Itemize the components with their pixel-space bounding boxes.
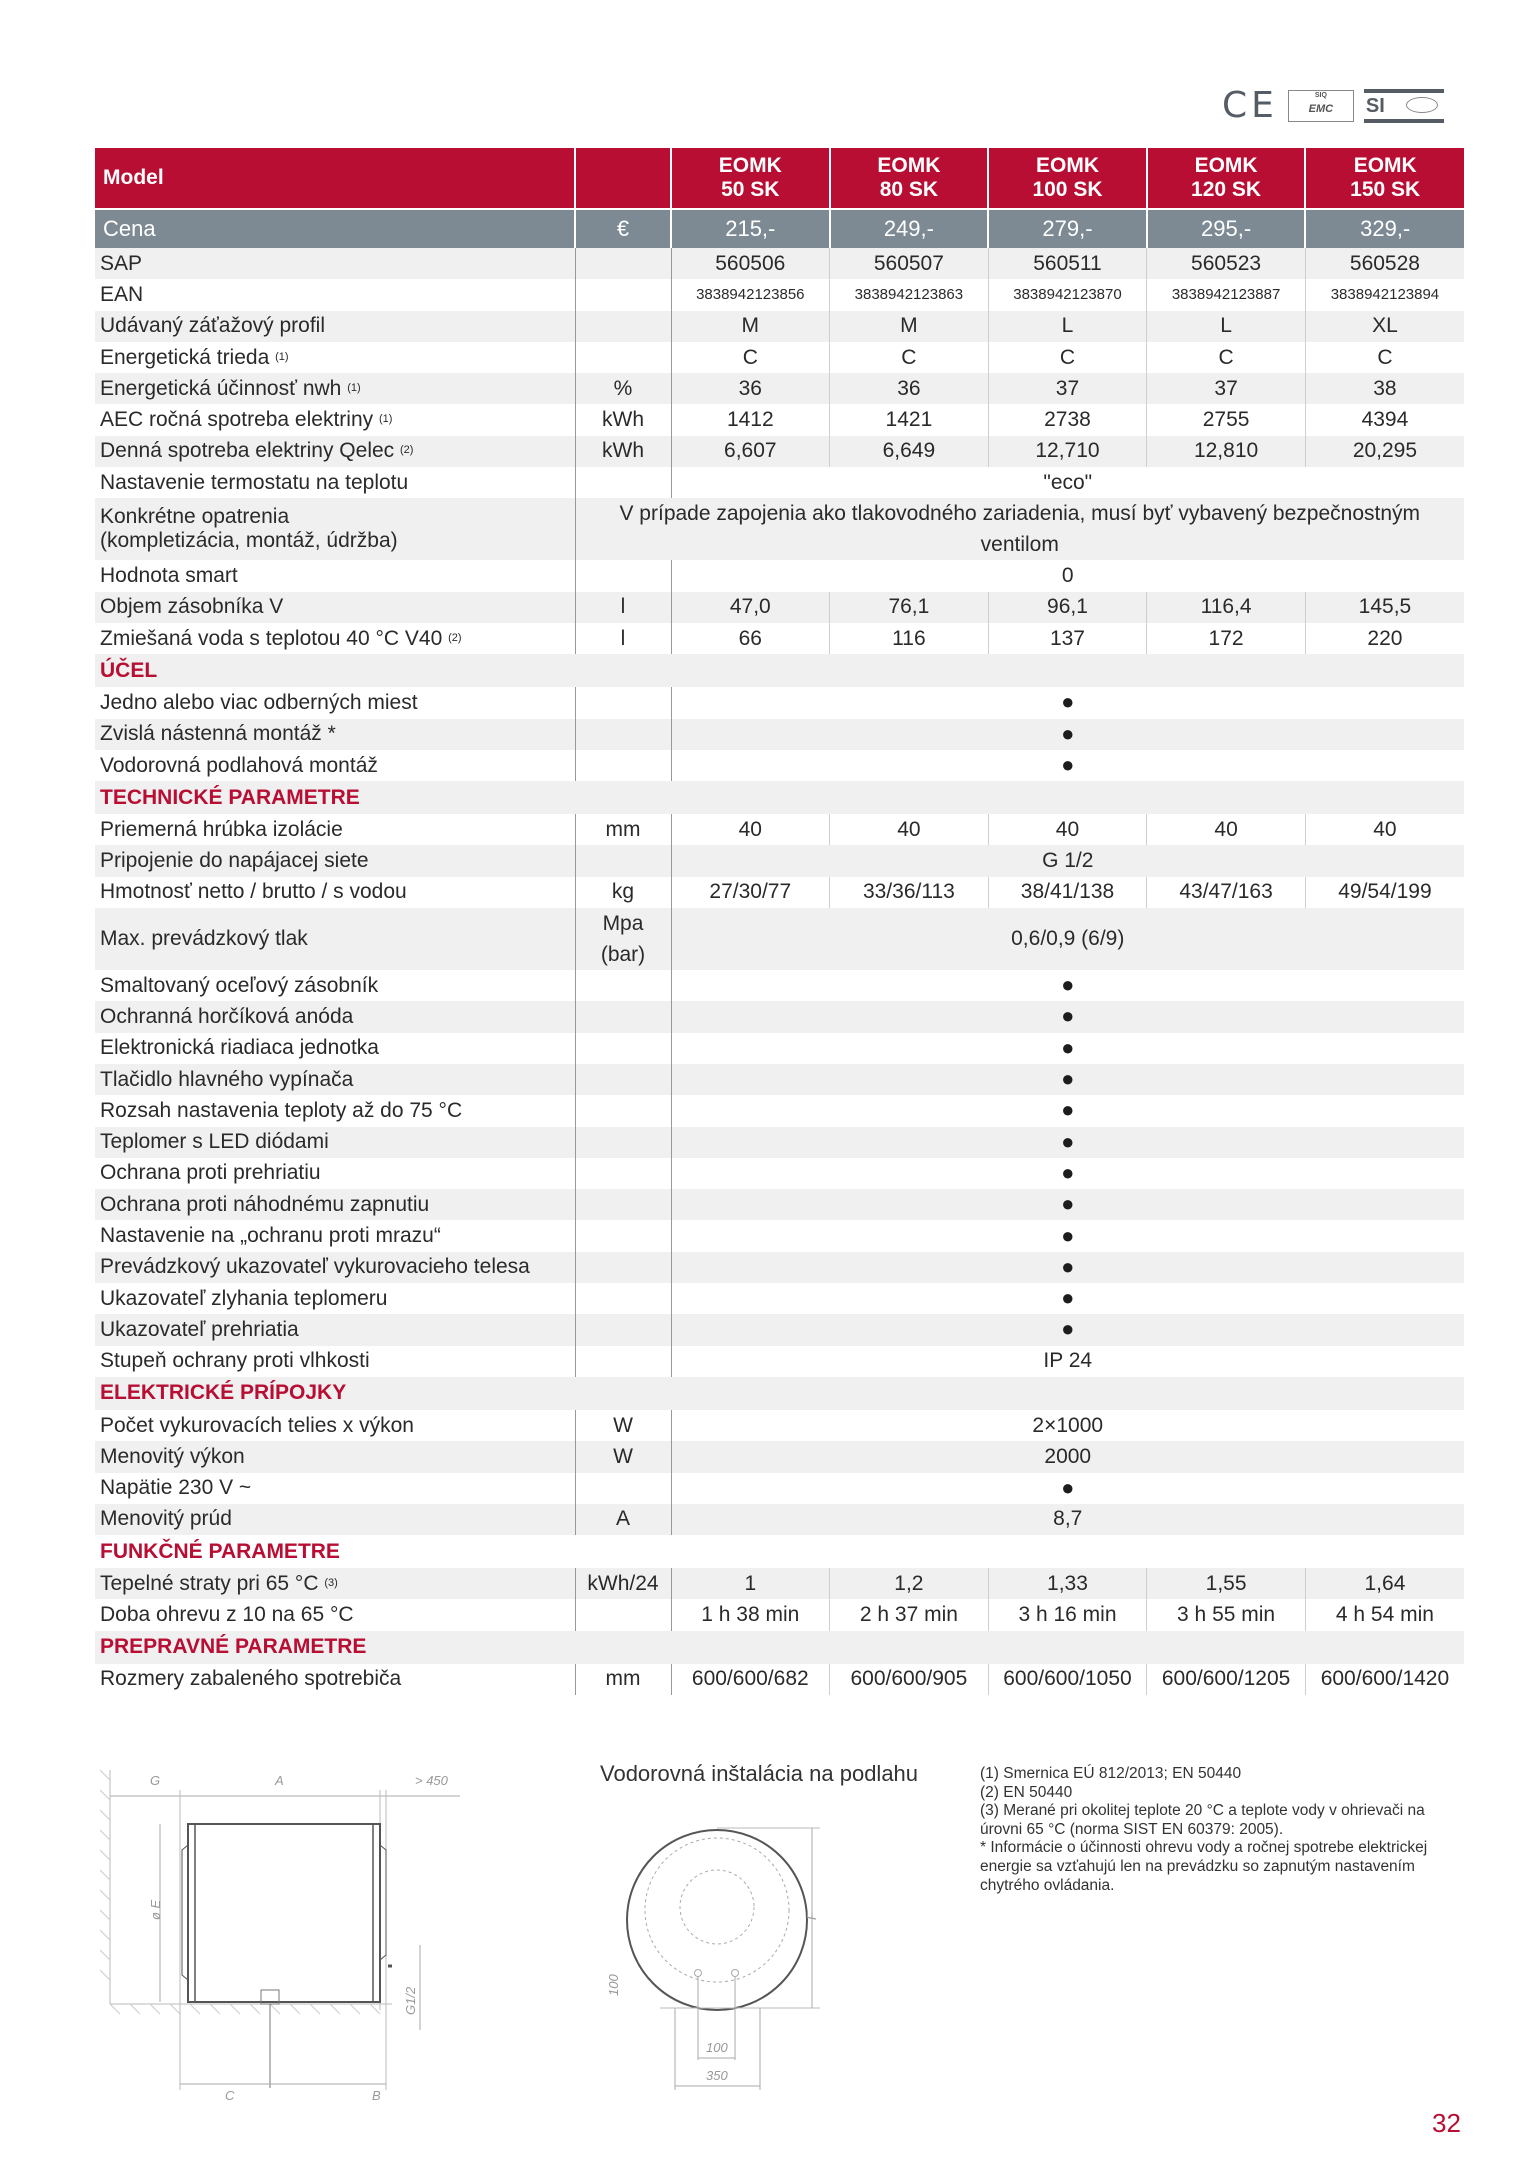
value-cell: 600/600/905: [830, 1664, 989, 1695]
row-unit: [575, 248, 671, 279]
value-cell: ●: [671, 750, 1464, 781]
value-cell: V prípade zapojenia ako tlakovodného zariadenia, musí byť vybavený bezpečnostným ventilom: [575, 498, 1464, 560]
row-unit: [575, 1095, 671, 1126]
value-cell: 37: [988, 373, 1147, 404]
value-cell: 560506: [671, 248, 830, 279]
model-column-header: EOMK 100 SK: [988, 148, 1147, 209]
value-cell: 1,55: [1147, 1568, 1306, 1599]
value-cell: 220: [1305, 623, 1464, 654]
row-unit: W: [575, 1441, 671, 1472]
value-cell: 40: [830, 814, 989, 845]
row-label: Zmiešaná voda s teplotou 40 °C V40 $^{(2)}$: [95, 623, 575, 654]
value-cell: ●: [671, 1064, 1464, 1095]
row-label: Konkrétne opatrenia (kompletizácia, montáž, údržba): [95, 498, 575, 560]
row-label: Hmotnosť netto / brutto / s vodou: [95, 877, 575, 908]
value-cell: C: [988, 342, 1147, 373]
row-label: Tepelné straty pri 65 °C $^{(3)}$: [95, 1568, 575, 1599]
row-label: Nastavenie termostatu na teplotu: [95, 467, 575, 498]
value-cell: ●: [671, 1283, 1464, 1314]
row-unit: [575, 970, 671, 1001]
row-unit: [575, 1127, 671, 1158]
row-unit: kg: [575, 877, 671, 908]
table-row: [95, 1664, 1464, 1695]
value-cell: 1 h 38 min: [671, 1599, 830, 1630]
row-label: Objem zásobníka V: [95, 592, 575, 623]
row-label: Denná spotreba elektriny Qelec $^{(2)}$: [95, 436, 575, 467]
value-cell: 0: [671, 560, 1464, 591]
footnote-3: (3) Merané pri okolitej teplote 20 °C a teplote vody v ohrievači na úrovni 65 °C (norma SIST EN 60379: 2005).: [980, 1802, 1425, 1838]
section-header: ELEKTRICKÉ PRÍPOJKY: [95, 1377, 1464, 1410]
value-cell: 1412: [671, 404, 830, 435]
value-cell: 43/47/163: [1147, 877, 1306, 908]
row-label: Vodorovná podlahová montáž: [95, 750, 575, 781]
row-label: Teplomer s LED diódami: [95, 1127, 575, 1158]
table-row: [95, 1189, 1464, 1220]
row-label: Energetická trieda $^{(1)}$: [95, 342, 575, 373]
value-cell: "eco": [671, 467, 1464, 498]
row-unit: [575, 1001, 671, 1032]
row-unit: [575, 311, 671, 342]
value-cell: 0,6/0,9 (6/9): [671, 908, 1464, 970]
value-cell: ●: [671, 719, 1464, 750]
footnote-1: (1) Smernica EÚ 812/2013; EN 50440: [980, 1765, 1242, 1782]
price-value: 329,-: [1305, 209, 1464, 248]
table-row: [95, 342, 1464, 373]
value-cell: 37: [1147, 373, 1306, 404]
value-cell: XL: [1305, 311, 1464, 342]
table-row: [95, 279, 1464, 310]
dim-clearance-label: > 450: [415, 1773, 448, 1788]
row-unit: [575, 1189, 671, 1220]
price-value: 215,-: [671, 209, 830, 248]
value-cell: IP 24: [671, 1346, 1464, 1377]
row-label: Napätie 230 V ~: [95, 1473, 575, 1504]
model-header-label: Model: [95, 148, 575, 209]
value-cell: 3838942123870: [988, 279, 1147, 310]
value-cell: 38/41/138: [988, 877, 1147, 908]
row-label: Ukazovateľ zlyhania teplomeru: [95, 1283, 575, 1314]
table-row: [95, 1314, 1464, 1345]
table-row: [95, 1064, 1464, 1095]
value-cell: 33/36/113: [830, 877, 989, 908]
value-cell: 38: [1305, 373, 1464, 404]
section-header: FUNKČNÉ PARAMETRE: [95, 1535, 1464, 1568]
row-label: Pripojenie do napájacej siete: [95, 845, 575, 876]
page-number: 32: [1432, 2108, 1461, 2138]
value-cell: 8,7: [671, 1504, 1464, 1535]
value-cell: 560511: [988, 248, 1147, 279]
row-unit: l: [575, 623, 671, 654]
row-label: Jedno alebo viac odberných miest: [95, 687, 575, 718]
value-cell: 600/600/1205: [1147, 1664, 1306, 1695]
row-unit: [575, 1158, 671, 1189]
value-cell: ●: [671, 1158, 1464, 1189]
value-cell: 76,1: [830, 592, 989, 623]
row-unit: [575, 467, 671, 498]
table-row: [95, 1473, 1464, 1504]
side-view-drawing: [100, 1770, 460, 2090]
row-unit: [575, 1064, 671, 1095]
row-label: Ochrana proti prehriatiu: [95, 1158, 575, 1189]
value-cell: ●: [671, 1220, 1464, 1251]
table-row: [95, 687, 1464, 718]
value-cell: 560523: [1147, 248, 1306, 279]
table-row: [95, 623, 1464, 654]
row-label: EAN: [95, 279, 575, 310]
row-label: Počet vykurovacích telies x výkon: [95, 1410, 575, 1441]
value-cell: M: [830, 311, 989, 342]
value-cell: ●: [671, 1033, 1464, 1064]
value-cell: 600/600/682: [671, 1664, 830, 1695]
value-cell: 600/600/1420: [1305, 1664, 1464, 1695]
value-cell: 560507: [830, 248, 989, 279]
value-cell: 3838942123856: [671, 279, 830, 310]
value-cell: 172: [1147, 623, 1306, 654]
row-unit: l: [575, 592, 671, 623]
price-value: 249,-: [830, 209, 989, 248]
value-cell: C: [1147, 342, 1306, 373]
table-row: [95, 498, 1464, 560]
row-unit: mm: [575, 1664, 671, 1695]
value-cell: 12,810: [1147, 436, 1306, 467]
value-cell: 1,2: [830, 1568, 989, 1599]
dim-e-label: ø E: [148, 1899, 163, 1920]
value-cell: G 1/2: [671, 845, 1464, 876]
value-cell: ●: [671, 1189, 1464, 1220]
value-cell: 47,0: [671, 592, 830, 623]
footnote-2: (2) EN 50440: [980, 1783, 1073, 1801]
value-cell: ●: [671, 687, 1464, 718]
table-row: [95, 877, 1464, 908]
row-unit: [575, 560, 671, 591]
row-unit: [575, 1220, 671, 1251]
value-cell: 116: [830, 623, 989, 654]
table-row: [95, 1504, 1464, 1535]
row-label: Energetická účinnosť nwh $^{(1)}$: [95, 373, 575, 404]
row-label: Rozsah nastavenia teploty až do 75 °C: [95, 1095, 575, 1126]
technical-drawings: [100, 1770, 820, 2150]
dim-c-label: C: [225, 2088, 235, 2103]
value-cell: 1421: [830, 404, 989, 435]
value-cell: 6,607: [671, 436, 830, 467]
table-header: [95, 148, 1464, 209]
siq-icon: SI: [1364, 89, 1444, 123]
row-unit: [575, 687, 671, 718]
table-row: [95, 248, 1464, 279]
table-row: [95, 1127, 1464, 1158]
row-label: Ochrana proti náhodnému zapnutiu: [95, 1189, 575, 1220]
row-unit: [575, 1252, 671, 1283]
footnotes: [980, 1765, 1450, 1895]
row-label: Max. prevádzkový tlak: [95, 908, 575, 970]
value-cell: 3838942123863: [830, 279, 989, 310]
table-row: [95, 1220, 1464, 1251]
value-cell: ●: [671, 1252, 1464, 1283]
value-cell: 40: [1305, 814, 1464, 845]
table-row: [95, 1346, 1464, 1377]
model-column-header: EOMK 80 SK: [830, 148, 989, 209]
row-label: Tlačidlo hlavného vypínača: [95, 1064, 575, 1095]
table-row: [95, 1252, 1464, 1283]
table-row: [95, 750, 1464, 781]
row-unit: %: [575, 373, 671, 404]
table-row: [95, 1568, 1464, 1599]
value-cell: 3838942123887: [1147, 279, 1306, 310]
value-cell: 4 h 54 min: [1305, 1599, 1464, 1630]
row-label: Menovitý výkon: [95, 1441, 575, 1472]
value-cell: 1,33: [988, 1568, 1147, 1599]
dim-g-label: G: [150, 1773, 161, 1788]
row-unit: kWh/24: [575, 1568, 671, 1599]
spec-table: [95, 148, 1464, 1695]
model-column-header: EOMK 150 SK: [1305, 148, 1464, 209]
row-unit: [575, 1346, 671, 1377]
row-label: Rozmery zabaleného spotrebiča: [95, 1664, 575, 1695]
table-row: [95, 592, 1464, 623]
siq-emc-icon: SIQ EMC: [1288, 90, 1354, 122]
value-cell: 40: [1147, 814, 1306, 845]
section-header: PREPRAVNÉ PARAMETRE: [95, 1631, 1464, 1664]
row-unit: [575, 845, 671, 876]
row-unit: [575, 1033, 671, 1064]
value-cell: L: [1147, 311, 1306, 342]
value-cell: 3 h 16 min: [988, 1599, 1147, 1630]
row-label: AEC ročná spotreba elektriny $^{(1)}$: [95, 404, 575, 435]
section-header: ÚČEL: [95, 654, 1464, 687]
value-cell: 560528: [1305, 248, 1464, 279]
row-label: SAP: [95, 248, 575, 279]
table-row: [95, 467, 1464, 498]
drawing-caption: Vodorovná inštalácia na podlahu: [600, 1761, 919, 1786]
table-row: [95, 436, 1464, 467]
certification-logos: [1222, 86, 1444, 126]
table-row: [95, 719, 1464, 750]
row-label: Elektronická riadiaca jednotka: [95, 1033, 575, 1064]
value-cell: 3 h 55 min: [1147, 1599, 1306, 1630]
table-row: [95, 1441, 1464, 1472]
row-label: Zvislá nástenná montáž *: [95, 719, 575, 750]
value-cell: 2755: [1147, 404, 1306, 435]
row-unit: [575, 279, 671, 310]
value-cell: L: [988, 311, 1147, 342]
row-unit: [575, 342, 671, 373]
table-row: [95, 1158, 1464, 1189]
row-unit: [575, 1283, 671, 1314]
row-unit: [575, 719, 671, 750]
row-label: Stupeň ochrany proti vlhkosti: [95, 1346, 575, 1377]
value-cell: C: [671, 342, 830, 373]
section-header: TECHNICKÉ PARAMETRE: [95, 781, 1464, 814]
value-cell: 40: [988, 814, 1147, 845]
table-row: [95, 373, 1464, 404]
value-cell: 27/30/77: [671, 877, 830, 908]
value-cell: 96,1: [988, 592, 1147, 623]
ce-mark-icon: CE: [1222, 85, 1278, 126]
row-label: Udávaný záťažový profil: [95, 311, 575, 342]
dim-f-label: F: [804, 1912, 819, 1920]
value-cell: ●: [671, 1095, 1464, 1126]
footnote-star: * Informácie o účinnosti ohrevu vody a ročnej spotrebe elektrickej energie sa vzťahujú len na prevádzku so zapnutým nastavením chytrého ovládania.: [980, 1839, 1428, 1894]
table-row: [95, 1001, 1464, 1032]
row-unit: [575, 1599, 671, 1630]
dim-width-100-label: 100: [706, 2040, 728, 2055]
row-label: Ukazovateľ prehriatia: [95, 1314, 575, 1345]
row-unit: mm: [575, 814, 671, 845]
value-cell: 116,4: [1147, 592, 1306, 623]
row-label: Ochranná horčíková anóda: [95, 1001, 575, 1032]
row-label: Hodnota smart: [95, 560, 575, 591]
table-row: [95, 1410, 1464, 1441]
value-cell: M: [671, 311, 830, 342]
price-row: Cena € 215,- 249,- 279,- 295,- 329,-: [95, 209, 1464, 248]
table-row: [95, 560, 1464, 591]
value-cell: 36: [671, 373, 830, 404]
row-unit: [575, 1314, 671, 1345]
value-cell: C: [830, 342, 989, 373]
dim-width-350-label: 350: [706, 2068, 728, 2083]
value-cell: 66: [671, 623, 830, 654]
table-row: [95, 1095, 1464, 1126]
value-cell: ●: [671, 1473, 1464, 1504]
row-unit: Mpa (bar): [575, 908, 671, 970]
table-row: [95, 908, 1464, 970]
table-row: [95, 404, 1464, 435]
value-cell: 40: [671, 814, 830, 845]
value-cell: 2×1000: [671, 1410, 1464, 1441]
value-cell: 2000: [671, 1441, 1464, 1472]
row-label: Doba ohrevu z 10 na 65 °C: [95, 1599, 575, 1630]
value-cell: ●: [671, 1127, 1464, 1158]
value-cell: ●: [671, 1314, 1464, 1345]
dim-g12-label: G1/2: [403, 1986, 418, 2015]
dim-a-label: A: [275, 1773, 284, 1788]
row-label: Prevádzkový ukazovateľ vykurovacieho telesa: [95, 1252, 575, 1283]
row-unit: A: [575, 1504, 671, 1535]
value-cell: 12,710: [988, 436, 1147, 467]
table-row: [95, 1283, 1464, 1314]
value-cell: 1: [671, 1568, 830, 1599]
value-cell: 20,295: [1305, 436, 1464, 467]
table-row: [95, 970, 1464, 1001]
dim-height-100-label: 100: [606, 1974, 621, 1996]
row-unit: [575, 1473, 671, 1504]
table-row: [95, 845, 1464, 876]
value-cell: C: [1305, 342, 1464, 373]
row-label: Menovitý prúd: [95, 1504, 575, 1535]
row-unit: kWh: [575, 436, 671, 467]
value-cell: 4394: [1305, 404, 1464, 435]
row-label: Smaltovaný oceľový zásobník: [95, 970, 575, 1001]
value-cell: 137: [988, 623, 1147, 654]
value-cell: ●: [671, 970, 1464, 1001]
value-cell: 3838942123894: [1305, 279, 1464, 310]
row-unit: kWh: [575, 404, 671, 435]
price-value: 279,-: [988, 209, 1147, 248]
value-cell: 145,5: [1305, 592, 1464, 623]
value-cell: 2 h 37 min: [830, 1599, 989, 1630]
row-label: Nastavenie na „ochranu proti mrazu“: [95, 1220, 575, 1251]
model-column-header: EOMK 50 SK: [671, 148, 830, 209]
value-cell: 600/600/1050: [988, 1664, 1147, 1695]
row-unit: W: [575, 1410, 671, 1441]
value-cell: 1,64: [1305, 1568, 1464, 1599]
model-column-header: EOMK 120 SK: [1147, 148, 1306, 209]
price-value: 295,-: [1147, 209, 1306, 248]
table-row: [95, 1599, 1464, 1630]
table-row: [95, 311, 1464, 342]
row-unit: [575, 750, 671, 781]
row-label: Priemerná hrúbka izolácie: [95, 814, 575, 845]
table-row: [95, 1033, 1464, 1064]
table-row: [95, 814, 1464, 845]
dim-b-label: B: [372, 2088, 381, 2103]
value-cell: 49/54/199: [1305, 877, 1464, 908]
value-cell: 6,649: [830, 436, 989, 467]
value-cell: 2738: [988, 404, 1147, 435]
value-cell: 36: [830, 373, 989, 404]
value-cell: ●: [671, 1001, 1464, 1032]
